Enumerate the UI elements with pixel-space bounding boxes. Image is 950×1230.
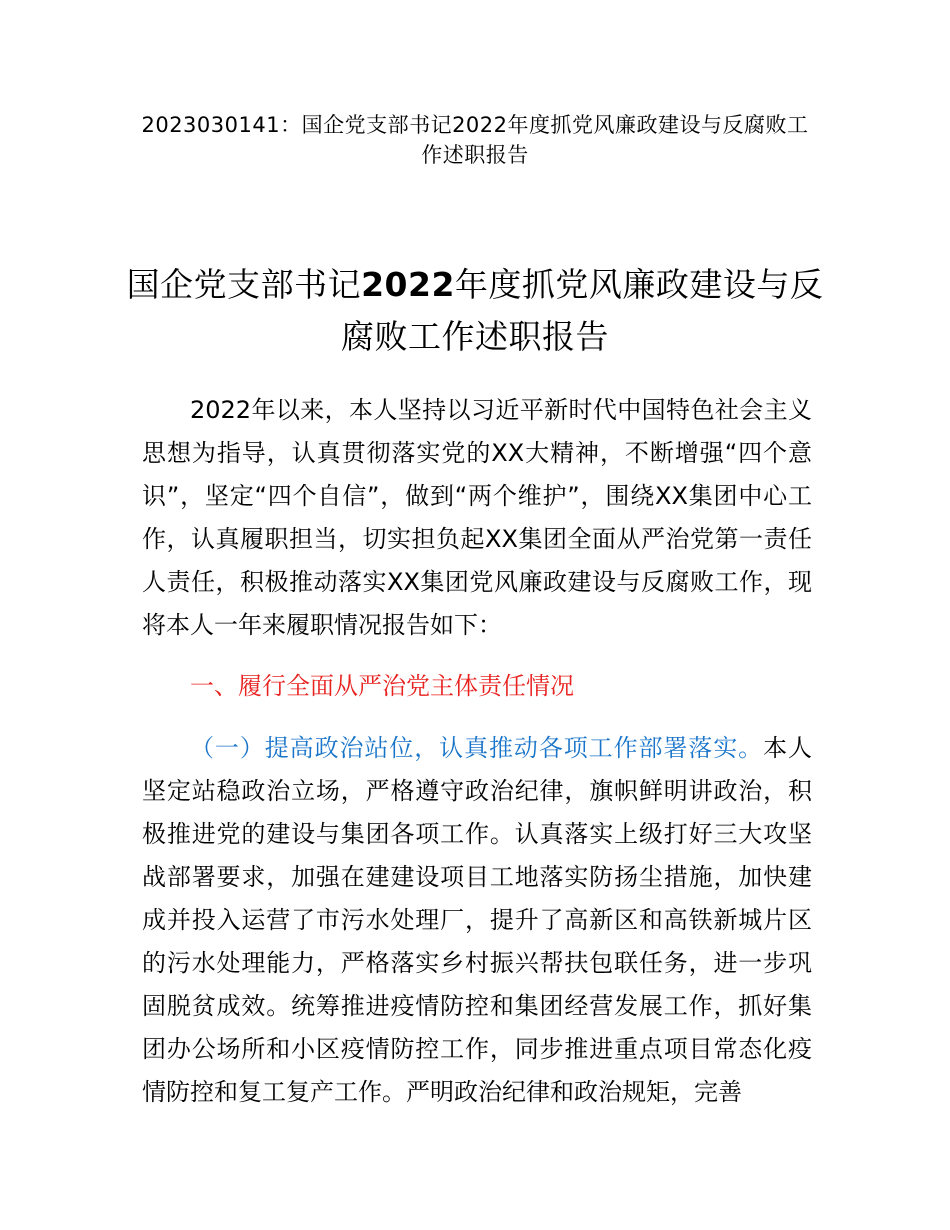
title-year: 2022: [361, 265, 455, 304]
section-1-paragraph-1: [142, 727, 812, 1114]
document-header: 2023030141：国企党支部书记2022年度抓党风廉政建设与反腐败工作述职报告: [141, 113, 809, 167]
title-part-1: 国企党支部书记: [126, 265, 362, 304]
subsection-body-1: 本人坚定站稳政治立场，严格遵守政治纪律，旗帜鲜明讲政治，积极推进党的建设与集团各项工作。认真落实上级打好三大攻坚战部署要求，加强在建建设项目工地落实防扬尘措施，加快建成并投入运营了市污水处理厂，提升了高新区和高铁新城片区的污水处理能力，严格落实乡村振兴帮扶包联任务，进一步巩固脱贫成效。统筹推进疫情防控和集团经营发展工作，抓好集团办公场所和小区疫情防控工作，同步推进重点项目常态化疫情防控和复工复产工作。严明政治纪律和政治规矩，完善: [142, 734, 813, 1106]
subsection-heading-1: （一）提高政治站位，认真推动各项工作部署落实。: [190, 734, 764, 762]
document-title: [120, 259, 830, 363]
section-heading-1: 一、履行全面从严治党主体责任情况: [190, 672, 574, 700]
title-part-2: 年度抓党风廉政建设与反腐败工作述职报告: [341, 265, 824, 356]
intro-paragraph: 2022年以来，本人坚持以习近平新时代中国特色社会主义思想为指导，认真贯彻落实党的XX大精神，不断增强“四个意识”，坚定“四个自信”，做到“两个维护”，围绕XX集团中心工作，认真履职担当，切实担负起XX集团全面从严治党第一责任人责任，积极推动落实XX集团党风廉政建设与反腐败工作，现将本人一年来履职情况报告如下：: [142, 396, 812, 639]
